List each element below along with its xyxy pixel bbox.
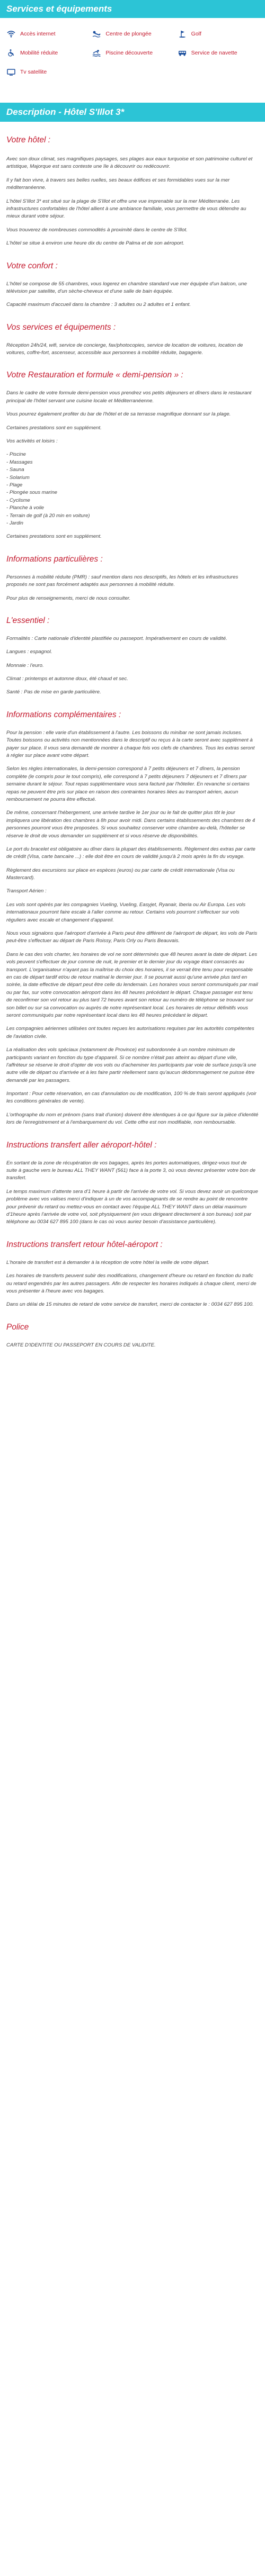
paragraph: Nous vous signalons que l'aéroport d'arrivée à Paris peut être différent de l'aéroport de départ, les vols de Paris peut-être s'effectuer au départ de Paris Roissy, Paris Orly ou Paris Beauvais. [6, 930, 258, 944]
section-title-services: Vos services et équipements : [6, 322, 116, 332]
service-label: Mobilité réduite [20, 50, 58, 56]
paragraph: L'hôtel se situe à environ une heure dix du centre de Palma et de son aéroport. [6, 240, 184, 247]
section-title-transfer-out: Instructions transfert retour hôtel-aéroport : [6, 1240, 163, 1249]
paragraph: Dans le cadre de votre formule demi-pension vous prendrez vos petits déjeuners et dîners dans le restaurant principal de l'hôtel servant une cuisine locale et Méditerranéenne. [6, 390, 252, 404]
police-note: CARTE D'IDENTITE OU PASSEPORT EN COURS DE VALIDITE. [6, 1342, 156, 1348]
section-title-comfort: Votre confort : [6, 261, 58, 270]
paragraph: Important : Pour cette réservation, en cas d'annulation ou de modification, 100 % de frais seront appliqués (voir les conditions générales de vente). [6, 1091, 257, 1105]
paragraph: La réalisation des vols spéciaux (notamment de Province) est subordonnée à un nombre minimum de participants variant en fonction du type d'appareil. Si ce nombre n'était pas atteint au départ d'une ville, l'affréteur se réserve le droit d'opter de vos vols ou d'acheminer les participants par voie de surface jusqu'à une autre ville de départ ou d'arrivée et à les faire partir réellement sans qu'aucun dédommagement ne puisse être demandé par les passagers. [6, 1047, 257, 1083]
list-item: - Massages [6, 459, 33, 465]
list-item: - Plongée sous marine [6, 490, 57, 496]
list-item: - Plage [6, 482, 23, 488]
list-item: - Piscine [6, 451, 26, 458]
paragraph: L'hôtel S'Illot 3* est situé sur la plage de S'Illot et offre une vue imprenable sur la mer Méditerranée. Les infrastructures confortables de l'hôtel allient à une ambiance familiale, vous permettre de vous détendre au mieux durant votre séjour. [6, 198, 246, 220]
service-label: Service de navette [191, 50, 237, 56]
paragraph: Vous trouverez de nombreuses commodités à proximité dans le centre de S'Illot. [6, 227, 188, 233]
paragraph: L'orthographe du nom et prénom (sans trait d'union) doivent être identiques à ce qui figure sur la pièce d'identité lors de l'enregistrement et à l'embarquement du vol. Cette offre est non modifiable, non remboursable. [6, 1111, 259, 1126]
wifi-icon [6, 30, 16, 38]
paragraph: Formalités : Carte nationale d'identité plastifiée ou passeport. Impérativement en cours de validité. [6, 635, 227, 641]
section-title-info: Informations complémentaires : [6, 710, 121, 719]
service-label: Tv satellite [20, 69, 47, 75]
paragraph: Personnes à mobilité réduite (PMR) : sauf mention dans nos descriptifs, les hôtels et les infrastructures proposés ne sont pas forcément adaptés aux personnes à mobilité réduite. [6, 574, 238, 588]
description-banner: Description - Hôtel S'Illot 3* [0, 103, 265, 122]
paragraph: Avec son doux climat, ses magnifiques paysages, ses plages aux eaux turquoise et son patrimoine culturel et artistique, Majorque est sans conteste une île à découvrir ou redécouvrir. [6, 156, 253, 170]
diver-icon [92, 30, 101, 38]
list-item: - Terrain de golf (à 20 min en voiture) [6, 512, 90, 519]
paragraph: L'hôtel se compose de 55 chambres, vous logerez en chambre standard vue mer équipée d'un balcon, une télévision par satellite, d'un sèche-cheveux et d'une salle de bain équipée. [6, 281, 247, 294]
paragraph: Les horaires de transferts peuvent subir des modifications, changement d'heure ou retard en fonction du trafic ou retard engendrés par les autres passagers. Afin de respecter les horaires indiqués à chaque client, merci de vous présenter à l'heure avec vos bagages. [6, 1273, 257, 1294]
paragraph: Certaines prestations sont en supplément. [6, 534, 102, 540]
shuttle-icon [178, 49, 187, 57]
section-title-essential: L'essentiel : [6, 616, 50, 625]
paragraph: Certaines prestations sont en supplément. [6, 424, 102, 431]
service-tv [6, 68, 87, 76]
service-label: Centre de plongée [105, 31, 152, 37]
list-item: - Cyclisme [6, 497, 30, 503]
paragraph: Transport Aérien : [6, 888, 47, 894]
paragraph: Capacité maximum d'accueil dans la chambre : 3 adultes ou 2 adultes et 1 enfant. [6, 302, 191, 308]
paragraph: Pour plus de renseignements, merci de nous consulter. [6, 595, 131, 601]
service-mobility [6, 49, 87, 57]
paragraph: Dans un délai de 15 minutes de retard de votre service de transfert, merci de contacter le : 0034 627 895 100. [6, 1301, 254, 1308]
service-diving [92, 30, 173, 38]
paragraph: Le temps maximum d'attente sera d'1 heure à partir de l'arrivée de votre vol. Si vous devez avoir un quelconque problème avec vos valises merci d'indiquer à un de vos accompagnants de se rendre au point de rencontre pour prévenir du retard ou mettez-vous en contact avec l'équipe ALL THEY WANT dans un délai maximum d'1heure après l'arrivée de votre vol, soit physiquement (en vous dirigeant directement à son bureau) soit par téléphone au 0034 627 895 100 (dans le cas où vous auriez besoin d'assistance particulière). [6, 1188, 258, 1225]
wheelchair-icon [6, 49, 16, 57]
paragraph: Les compagnies aériennes utilisées ont toutes reçues les autorisations requises par les autorités compétentes de l'aviation civile. [6, 1026, 254, 1040]
paragraph: En sortant de la zone de récupération de vos bagages, après les portes automatiques, dirigez-vous tout de suite à gauche vers le bureau ALL THEY WANT (561) face à la porte 3, où vous devrez présenter votre bon de transfert. [6, 1160, 256, 1181]
pool-icon [92, 49, 101, 57]
description-content [0, 135, 265, 1349]
section-title-transfer-in: Instructions transfert aller aéroport-hôtel : [6, 1140, 157, 1150]
paragraph: Règlement des excursions sur place en espèces (euros) ou par carte de crédit internationale (Visa ou Mastercard). [6, 867, 235, 881]
service-label: Piscine découverte [105, 50, 153, 56]
paragraph: Pour la pension : elle varie d'un établissement à l'autre. Les boissons du minibar ne sont jamais incluses. Toutes boissons ou activités non mentionnées dans le descriptif ou reçus à la carte seront avec supplément à payer sur place. Il vous sera demandé de montrer à chaque fois vos clefs de chambres. Tous les extras seront à régler sur place avant votre départ. [6, 729, 255, 759]
paragraph: Le port du bracelet est obligatoire au dîner dans la plupart des établissements. Règlement des extras par carte de crédit (Visa, carte bancaire ...) : elle doit être en cours de validité jusqu'à 2 mois après la fin du voyage. [6, 846, 255, 860]
paragraph: Climat : printemps et automne doux, été chaud et sec. [6, 676, 128, 682]
service-shuttle [178, 49, 259, 57]
paragraph: Réception 24h/24, wifi, service de concierge, fax/photocopies, service de location de voitures, location de voitures, coffre-fort, ascenseur, accessible aux personnes à mobilité réduite, bagagerie. [6, 342, 243, 356]
golf-icon [178, 30, 187, 38]
service-pool [92, 49, 173, 57]
paragraph: Dans le cas des vols charter, les horaires de vol ne sont déterminés que 48 heures avant la date de départ. Les vols peuvent s'effectuer de jour comme de nuit, le premier et le dernier jour du voyage étant consacrés au transport. L'organisateur n'ayant pas la maîtrise du choix des horaires, il se verrait être tenu pour responsable en cas de départ tardif et/ou de retour matinal le dernier jour. Il se pourrait aussi qu'une arrivée plus tard en soirée, la date effective de départ peut être celle du lendemain. Les horaires vous seront communiqués par mail ou par fax, sur votre convocation aéroport dans les 48 heures précédant le départ. Chaque passager est tenu de reconfirmer son vol retour au plus tard 72 heures avant son retour au numéro de téléphone se trouvant sur son billet ou sur sa convocation ou auprès de notre représentant local. Les horaires de retour définitifs vous seront communiqués par notre représentant local dans les 48 heures précédant le départ. [6, 951, 258, 1018]
service-golf [178, 30, 259, 38]
paragraph: Langues : espagnol. [6, 649, 52, 655]
service-label: Accès internet [20, 31, 56, 37]
section-title-police: Police [6, 1322, 29, 1332]
list-item: - Jardin [6, 520, 23, 526]
activities-list [6, 451, 259, 527]
section-title-restaurant: Votre Restauration et formule « demi-pension » : [6, 370, 183, 380]
paragraph: Vous pourrez également profiter du bar de l'hôtel et de sa terrasse magnifique donnant sur la plage. [6, 411, 231, 418]
section-title-hotel: Votre hôtel : [6, 135, 51, 144]
paragraph: Les vols sont opérés par les compagnies Vueling, Vueling, Easyjet, Ryanair, Iberia ou Air Europa. Les vols internationaux pourront faire escale à l'aller comme au retour. Certains vols pourront s'effectuer sur vols réguliers avec escale et changement d'appareil. [6, 901, 245, 923]
list-item: - Planche à voile [6, 505, 44, 511]
paragraph: Monnaie : l'euro. [6, 662, 44, 668]
paragraph: L'horaire de transfert est à demander à la réception de votre hôtel la veille de votre départ. [6, 1259, 210, 1266]
paragraph: Vos activités et loisirs : [6, 438, 58, 445]
tv-icon [6, 68, 16, 76]
services-banner: Services et équipements [0, 0, 265, 18]
list-item: - Sauna [6, 467, 24, 473]
paragraph: Il y fait bon vivre, à travers ses belles ruelles, ses beaux édifices et ses formidables vues sur la mer méditerranéenne. [6, 177, 230, 191]
services-grid [0, 18, 265, 85]
paragraph: Selon les règles internationales, la demi-pension correspond à 7 petits déjeuners et 7 dîners, la pension complète (le compris pour le tout compris), elle correspond à 7 petits déjeuners 7 déjeuners et 7 dîners par semaine durant le séjour. Tout repas supplémentaire vous sera facturé par l'hôtelier. En revanche si certains repas ne peuvent être pris sur place en raison des contraintes horaires liées au transport aérien, aucun remboursement ne pourra être effectué. [6, 766, 250, 802]
paragraph: Santé : Pas de mise en garde particulière. [6, 689, 101, 695]
service-label: Golf [191, 31, 201, 37]
paragraph: De même, concernant l'hébergement, une arrivée tardive le 1er jour ou le fait de quitter plus tôt le jour impliquera une libération des chambres à 8h pour avoir midi. Dans certains établissements des chambres de 4 personnes pourront vous être proposées. Si vous souhaitez conserver votre chambre au-delà, l'hôtelier se réserve le droit de vous demander un supplément et si vous réserve de disponibilités. [6, 810, 255, 839]
service-internet [6, 30, 87, 38]
list-item: - Solarium [6, 474, 30, 481]
section-title-particulars: Informations particulières : [6, 554, 103, 564]
